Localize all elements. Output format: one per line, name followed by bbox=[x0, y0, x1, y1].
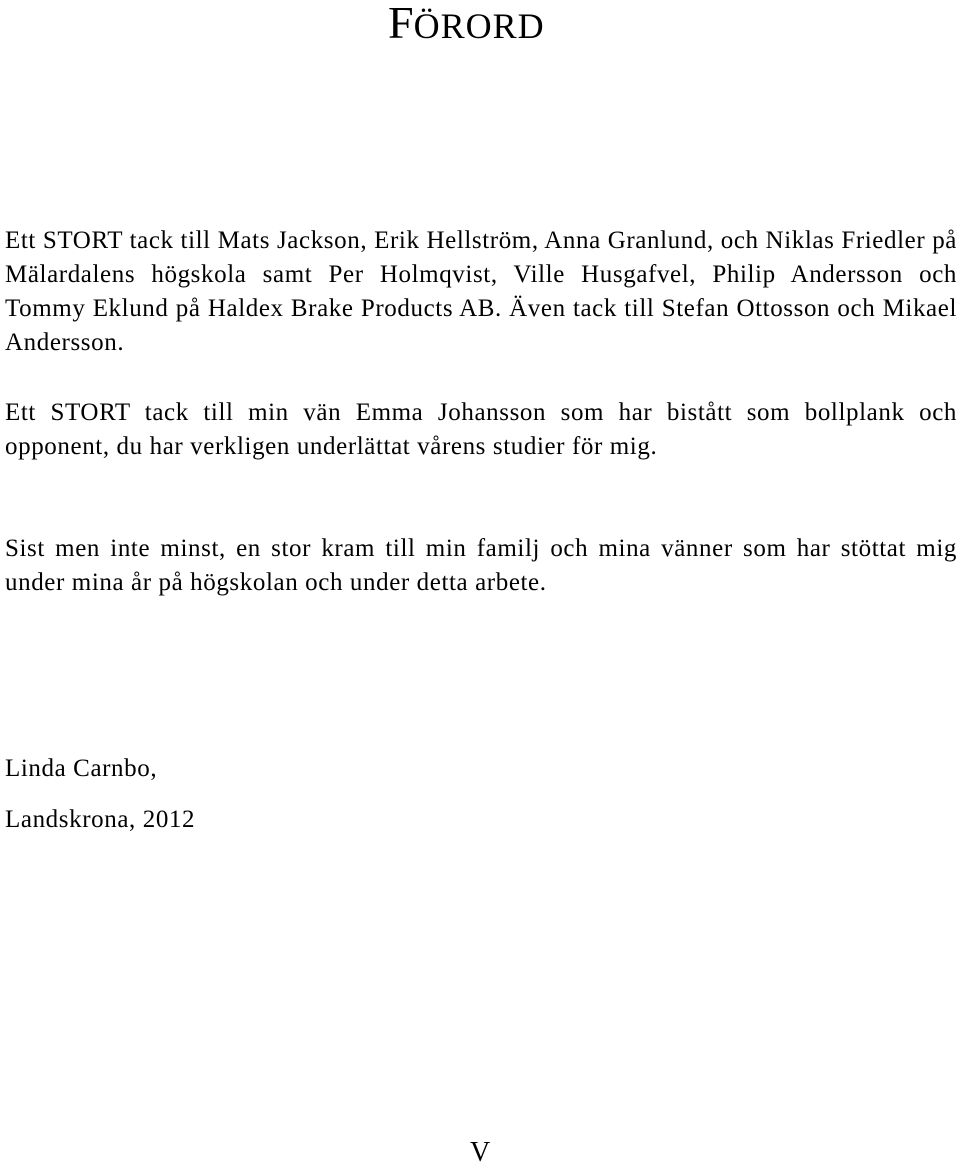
signature-name: Linda Carnbo, bbox=[5, 755, 158, 782]
page-number: V bbox=[470, 1137, 491, 1168]
acknowledgement-paragraph: Ett STORT tack till min vän Emma Johansson som har bistått som bollplank och opponent, du har verkligen underlättat vårens studier för mig. bbox=[5, 399, 957, 460]
acknowledgement-paragraph: Ett STORT tack till Mats Jackson, Erik Hellström, Anna Granlund, och Niklas Friedler på Mälardalens högskola samt Per Holmqvist, Ville Husgafvel, Philip Andersson och Tommy Eklund på Haldex Brake Products AB. Även tack till Stefan Ottosson och Mikael Andersson. bbox=[5, 227, 957, 356]
page-title bbox=[388, 0, 545, 46]
page-title-initial: F bbox=[388, 0, 414, 48]
acknowledgement-paragraph: Sist men inte minst, en stor kram till min familj och mina vänner som har stöttat mig under mina år på högskolan och under detta arbete. bbox=[5, 535, 957, 596]
page-title-rest: ÖRORD bbox=[413, 6, 545, 46]
signature-place-year: Landskrona, 2012 bbox=[5, 806, 196, 833]
